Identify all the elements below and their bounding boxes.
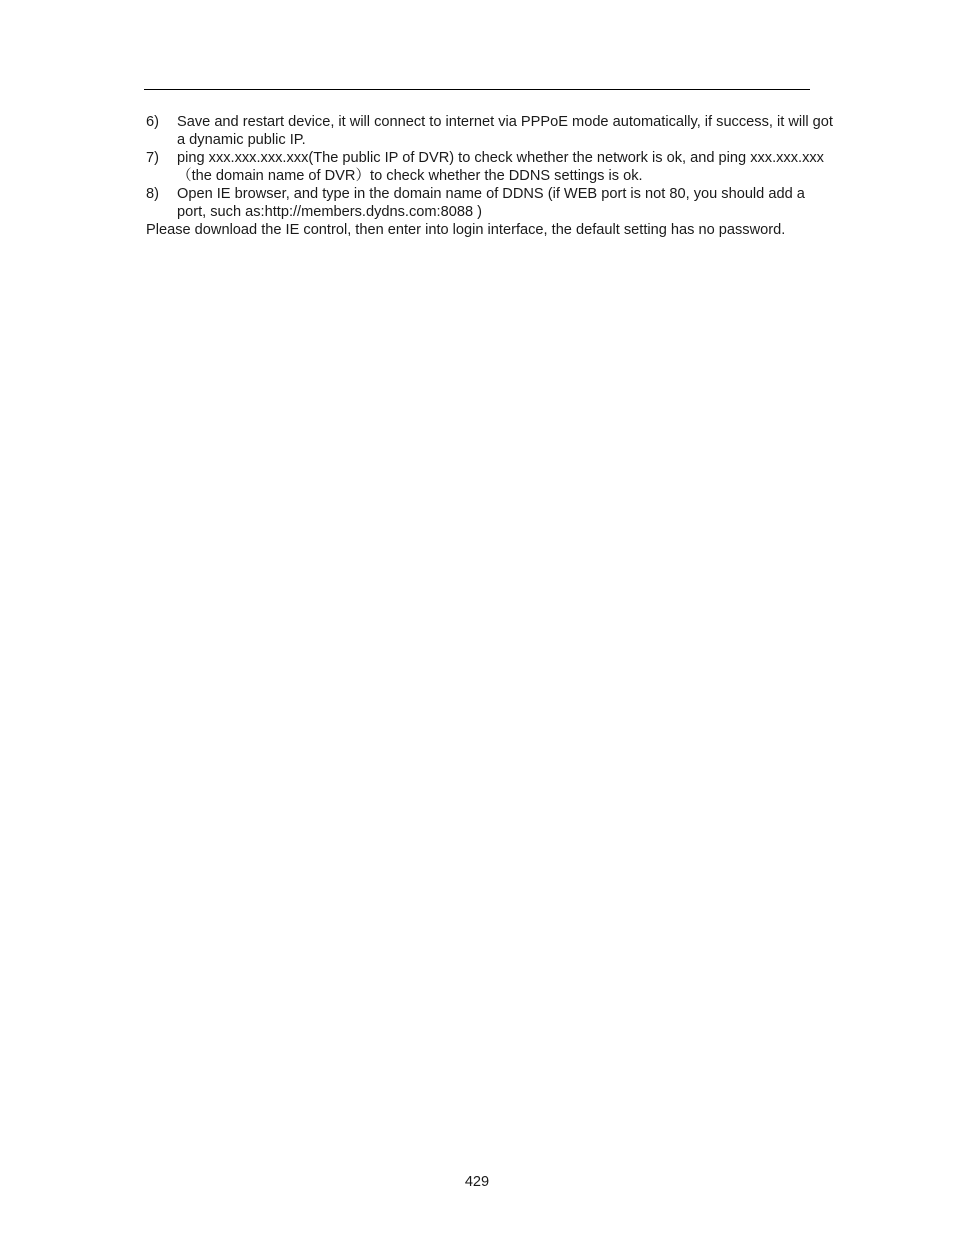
step-text: Save and restart device, it will connect to internet via PPPoE mode automatically, if success, it will got a dynamic public IP. bbox=[177, 114, 833, 148]
document-body bbox=[146, 114, 836, 240]
note-paragraph: Please download the IE control, then enter into login interface, the default setting has no password. bbox=[146, 222, 786, 238]
step-text: ping xxx.xxx.xxx.xxx(The public IP of DVR) to check whether the network is ok, and ping xxx.xxx.xxx（the domain name of DVR）to check whether the DDNS settings is ok. bbox=[177, 150, 824, 184]
step-text: Open IE browser, and type in the domain name of DDNS (if WEB port is not 80, you should add a port, such as:http://members.dydns.com:8088 ) bbox=[177, 186, 805, 220]
header-rule bbox=[144, 89, 810, 90]
list-item bbox=[146, 186, 836, 221]
list-item bbox=[146, 114, 836, 149]
step-number: 8) bbox=[146, 186, 159, 202]
list-item bbox=[146, 150, 836, 185]
page-number: 429 bbox=[464, 1174, 490, 1190]
step-number: 7) bbox=[146, 150, 159, 166]
step-number: 6) bbox=[146, 114, 159, 130]
